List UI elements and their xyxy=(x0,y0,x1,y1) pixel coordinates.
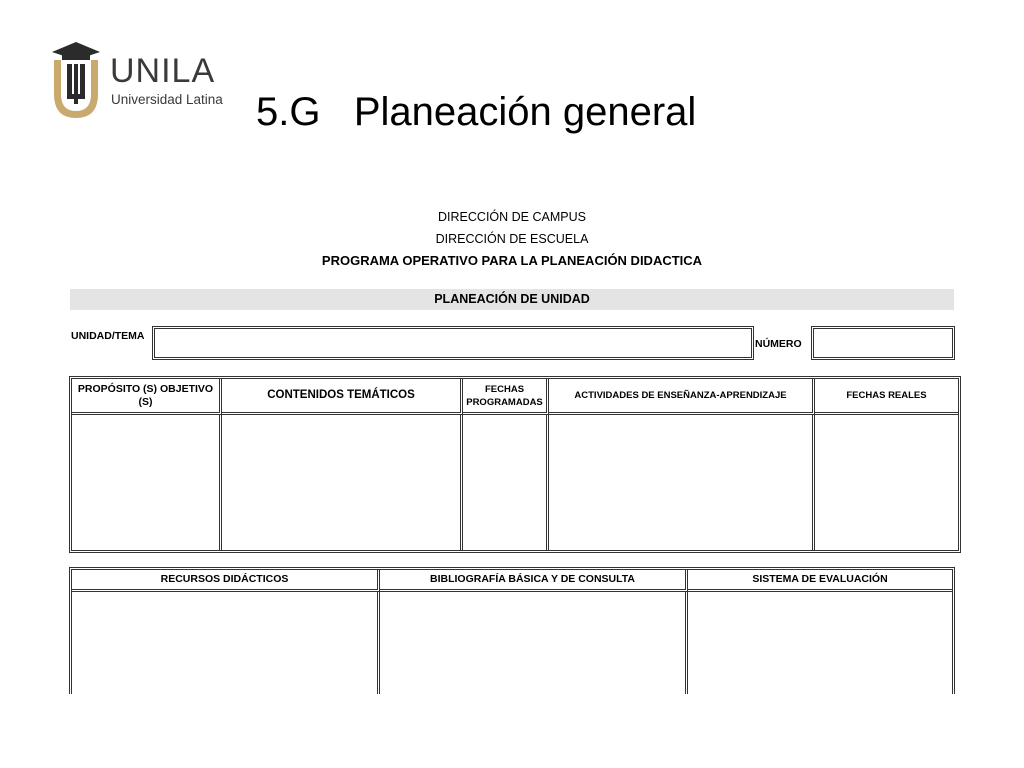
planning-body-row xyxy=(72,415,958,550)
header-campus: DIRECCIÓN DE CAMPUS xyxy=(438,210,586,224)
header-proposito: PROPÓSITO (S) OBJETIVO (S) xyxy=(72,379,222,415)
header-programa: PROGRAMA OPERATIVO PARA LA PLANEACIÓN DIDACTICA xyxy=(321,253,703,268)
logo-name: UNILA xyxy=(110,52,216,90)
resources-body-row xyxy=(72,592,952,694)
header-evaluacion: SISTEMA DE EVALUACIÓN xyxy=(688,570,952,592)
header-fechas-reales: FECHAS REALES xyxy=(815,379,958,415)
unidad-tema-field[interactable] xyxy=(152,326,754,360)
cell-fechas-programadas[interactable] xyxy=(463,415,549,550)
cell-evaluacion[interactable] xyxy=(688,592,952,694)
unila-crest-icon xyxy=(48,42,104,122)
header-fechas-programadas: FECHAS PROGRAMADAS xyxy=(463,379,549,415)
header-recursos: RECURSOS DIDÁCTICOS xyxy=(72,570,380,592)
header-escuela: DIRECCIÓN DE ESCUELA xyxy=(435,232,589,246)
resources-table xyxy=(69,567,955,694)
cell-fechas-reales[interactable] xyxy=(815,415,958,550)
cell-proposito[interactable] xyxy=(72,415,222,550)
unila-logo xyxy=(48,42,223,122)
planning-header-row xyxy=(72,379,958,415)
cell-contenidos[interactable] xyxy=(222,415,463,550)
logo-subtitle: Universidad Latina xyxy=(111,92,223,107)
header-actividades: ACTIVIDADES DE ENSEÑANZA-APRENDIZAJE xyxy=(549,379,815,415)
unidad-tema-label: UNIDAD/TEMA xyxy=(71,330,145,342)
slide-title: 5.G Planeación general xyxy=(256,90,697,134)
cell-recursos[interactable] xyxy=(72,592,380,694)
numero-field[interactable] xyxy=(811,326,955,360)
section-title-band: PLANEACIÓN DE UNIDAD xyxy=(70,289,954,310)
cell-actividades[interactable] xyxy=(549,415,815,550)
numero-label: NÚMERO xyxy=(755,338,802,350)
resources-header-row xyxy=(72,570,952,592)
header-contenidos: CONTENIDOS TEMÁTICOS xyxy=(222,379,463,415)
header-bibliografia: BIBLIOGRAFÍA BÁSICA Y DE CONSULTA xyxy=(380,570,688,592)
planning-table xyxy=(69,376,961,553)
cell-bibliografia[interactable] xyxy=(380,592,688,694)
